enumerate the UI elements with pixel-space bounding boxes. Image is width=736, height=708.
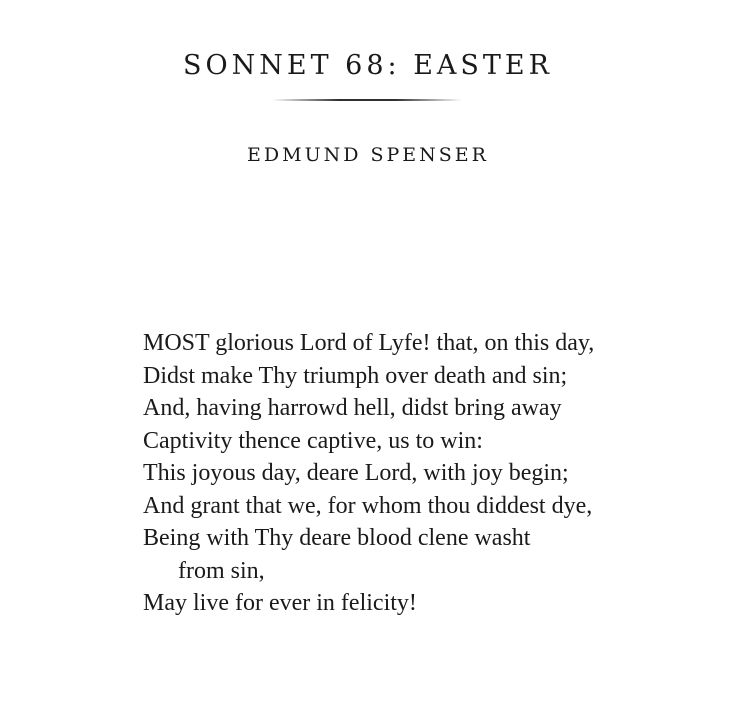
- poem-line: May live for ever in felicity!: [143, 590, 417, 616]
- poem-line: This joyous day, deare Lord, with joy begin;: [143, 460, 569, 486]
- poem-line: Being with Thy deare blood clene washt: [143, 525, 531, 551]
- poem-line: And, having harrowd hell, didst bring away: [143, 395, 562, 421]
- poem-line: Didst make Thy triumph over death and sin;: [143, 362, 568, 389]
- poem-line-continuation: from sin,: [178, 557, 265, 584]
- title-divider: [272, 99, 462, 101]
- poem-body: [143, 327, 703, 620]
- poem-title: SONNET 68: EASTER: [183, 50, 553, 81]
- poem-author: EDMUND SPENSER: [247, 144, 489, 166]
- poem-line: MOST glorious Lord of Lyfe! that, on this day,: [143, 330, 595, 356]
- poem-line: Captivity thence captive, us to win:: [143, 427, 483, 454]
- poem-line: And grant that we, for whom thou diddest dye,: [143, 492, 593, 519]
